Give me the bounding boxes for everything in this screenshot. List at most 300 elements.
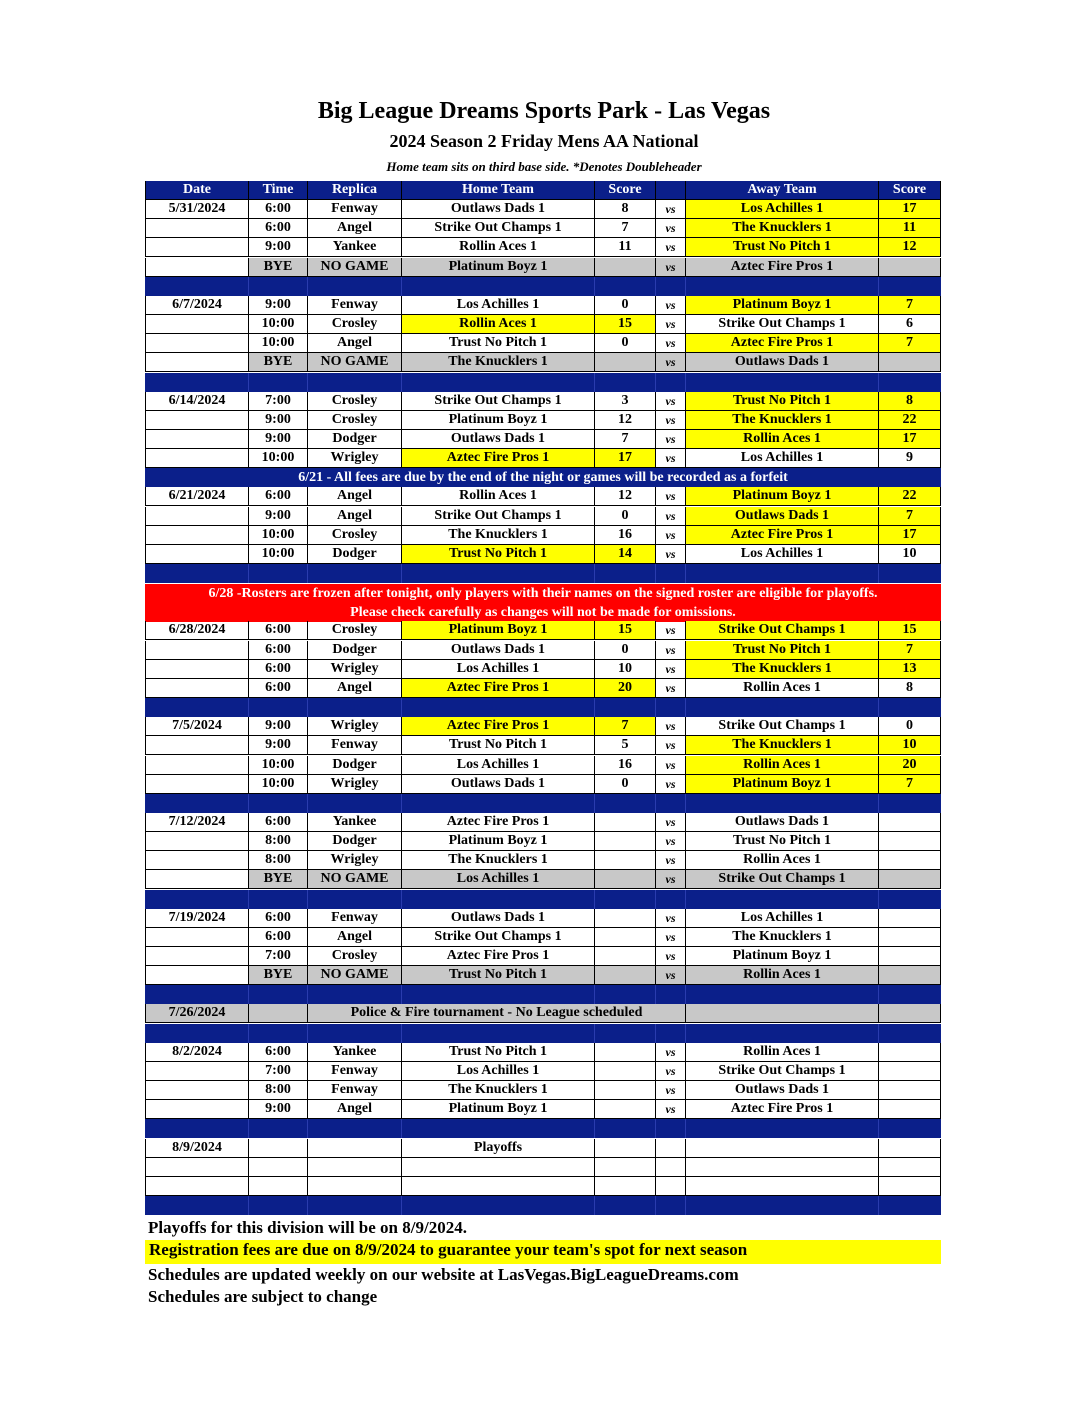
game-row <box>145 430 941 449</box>
empty-cell <box>145 1158 249 1177</box>
vs-label: vs <box>656 449 686 468</box>
away-score: 8 <box>879 679 941 698</box>
game-field: Crosley <box>308 411 402 430</box>
away-team: Los Achilles 1 <box>686 200 879 219</box>
home-score: 12 <box>595 487 656 506</box>
vs-label: vs <box>656 775 686 794</box>
empty-cell <box>595 1177 656 1196</box>
away-team: Strike Out Champs 1 <box>686 717 879 736</box>
away-team: Platinum Boyz 1 <box>686 775 879 794</box>
home-team: Aztec Fire Pros 1 <box>402 449 595 468</box>
bye-score <box>595 353 656 372</box>
empty-cell <box>595 1158 656 1177</box>
game-row <box>145 238 941 257</box>
game-time: 9:00 <box>249 1100 308 1119</box>
game-time: 6:00 <box>249 909 308 928</box>
game-date: 6/21/2024 <box>145 487 249 506</box>
roster-freeze-banner <box>145 584 941 622</box>
away-score: 22 <box>879 411 941 430</box>
home-team: Aztec Fire Pros 1 <box>402 813 595 832</box>
bye-score <box>879 353 941 372</box>
home-score: 15 <box>595 621 656 640</box>
away-team: Strike Out Champs 1 <box>686 315 879 334</box>
home-score: 16 <box>595 756 656 775</box>
game-field: Crosley <box>308 947 402 966</box>
game-time: 6:00 <box>249 928 308 947</box>
bye-team: Trust No Pitch 1 <box>402 966 595 985</box>
game-time: 10:00 <box>249 756 308 775</box>
playoffs-label: Playoffs <box>402 1139 595 1158</box>
game-row <box>145 679 941 698</box>
home-team: Rollin Aces 1 <box>402 315 595 334</box>
home-score: 17 <box>595 449 656 468</box>
vs-label: vs <box>656 736 686 755</box>
week-separator <box>145 1119 941 1138</box>
tournament-blank <box>879 1004 941 1023</box>
game-row <box>145 928 941 947</box>
home-team: The Knucklers 1 <box>402 1081 595 1100</box>
home-team: Trust No Pitch 1 <box>402 545 595 564</box>
game-time: 6:00 <box>249 621 308 640</box>
footer-playoffs-note: Playoffs for this division will be on 8/9/2024. <box>148 1218 467 1237</box>
roster-freeze-line-2: Please check carefully as changes will not be made for omissions. <box>350 605 736 621</box>
vs-label: vs <box>656 219 686 238</box>
away-score: 22 <box>879 487 941 506</box>
game-field: Angel <box>308 1100 402 1119</box>
no-game-label: NO GAME <box>308 870 402 889</box>
home-score <box>595 947 656 966</box>
game-row <box>145 449 941 468</box>
game-row <box>145 621 941 640</box>
bye-date <box>145 258 249 277</box>
away-score <box>879 1062 941 1081</box>
home-team: Platinum Boyz 1 <box>402 411 595 430</box>
away-team: Trust No Pitch 1 <box>686 832 879 851</box>
week-separator <box>145 277 941 296</box>
game-field: Crosley <box>308 526 402 545</box>
game-field: Angel <box>308 219 402 238</box>
game-field: Angel <box>308 507 402 526</box>
vs-label: vs <box>656 621 686 640</box>
away-score <box>879 928 941 947</box>
game-time: 7:00 <box>249 1062 308 1081</box>
playoffs-blank <box>686 1139 879 1158</box>
game-field: Yankee <box>308 238 402 257</box>
bye-team: Los Achilles 1 <box>402 870 595 889</box>
away-team: Outlaws Dads 1 <box>686 1081 879 1100</box>
week-separator <box>145 1196 941 1215</box>
game-row <box>145 1043 941 1062</box>
home-score <box>595 928 656 947</box>
game-field: Angel <box>308 334 402 353</box>
bye-row <box>145 870 941 889</box>
separator-divider <box>145 794 879 813</box>
game-time: 6:00 <box>249 813 308 832</box>
home-team: Los Achilles 1 <box>402 1062 595 1081</box>
separator-divider <box>145 890 879 909</box>
home-score: 0 <box>595 334 656 353</box>
column-header: Home Team <box>402 181 595 200</box>
empty-cell <box>686 1158 879 1177</box>
game-date: 8/2/2024 <box>145 1043 249 1062</box>
game-time: 10:00 <box>249 526 308 545</box>
game-field: Angel <box>308 928 402 947</box>
vs-label: vs <box>656 392 686 411</box>
footer-registration-note: Registration fees are due on 8/9/2024 to guarantee your team's spot for next season <box>145 1240 941 1264</box>
away-score: 6 <box>879 315 941 334</box>
bye-label: BYE <box>249 966 308 985</box>
game-time: 7:00 <box>249 392 308 411</box>
vs-label: vs <box>656 1062 686 1081</box>
game-time: 6:00 <box>249 219 308 238</box>
game-date <box>145 641 249 660</box>
away-team: Trust No Pitch 1 <box>686 392 879 411</box>
home-score <box>595 851 656 870</box>
vs-label: vs <box>656 315 686 334</box>
empty-cell <box>308 1177 402 1196</box>
empty-cell <box>249 1177 308 1196</box>
bye-score <box>595 966 656 985</box>
bye-score <box>595 258 656 277</box>
separator-divider <box>145 985 879 1004</box>
game-field: Yankee <box>308 813 402 832</box>
game-date: 7/5/2024 <box>145 717 249 736</box>
game-date <box>145 1062 249 1081</box>
no-game-label: NO GAME <box>308 258 402 277</box>
no-game-label: NO GAME <box>308 353 402 372</box>
fees-notice-banner: 6/21 - All fees are due by the end of the night or games will be recorded as a forfeit <box>145 468 941 487</box>
bye-label: BYE <box>249 353 308 372</box>
table-header-row <box>145 181 941 200</box>
game-time: 8:00 <box>249 832 308 851</box>
game-field: Angel <box>308 487 402 506</box>
empty-cell <box>686 1177 879 1196</box>
home-team: Outlaws Dads 1 <box>402 641 595 660</box>
game-date <box>145 775 249 794</box>
game-row <box>145 219 941 238</box>
bye-label: BYE <box>249 870 308 889</box>
vs-label: vs <box>656 487 686 506</box>
week-separator <box>145 985 941 1004</box>
vs-label: vs <box>656 717 686 736</box>
game-date <box>145 947 249 966</box>
column-header: Score <box>595 181 656 200</box>
away-team: The Knucklers 1 <box>686 411 879 430</box>
game-row <box>145 392 941 411</box>
vs-label: vs <box>656 909 686 928</box>
game-date <box>145 1100 249 1119</box>
game-time: 9:00 <box>249 736 308 755</box>
vs-label: vs <box>656 756 686 775</box>
away-team: The Knucklers 1 <box>686 928 879 947</box>
away-score: 10 <box>879 545 941 564</box>
game-time: 10:00 <box>249 334 308 353</box>
empty-cell <box>402 1158 595 1177</box>
game-row <box>145 775 941 794</box>
away-score <box>879 832 941 851</box>
game-date: 7/19/2024 <box>145 909 249 928</box>
home-team: The Knucklers 1 <box>402 851 595 870</box>
tournament-notice: Police & Fire tournament - No League scheduled <box>308 1004 686 1023</box>
game-date <box>145 334 249 353</box>
bye-date <box>145 870 249 889</box>
column-header: Time <box>249 181 308 200</box>
home-score <box>595 1100 656 1119</box>
home-score <box>595 1043 656 1062</box>
game-date: 6/14/2024 <box>145 392 249 411</box>
game-field: Crosley <box>308 315 402 334</box>
bye-score <box>879 870 941 889</box>
playoffs-blank <box>656 1139 686 1158</box>
game-date <box>145 851 249 870</box>
game-time: 7:00 <box>249 947 308 966</box>
playoffs-row <box>145 1139 941 1158</box>
away-team: Los Achilles 1 <box>686 545 879 564</box>
game-row <box>145 526 941 545</box>
away-team: Los Achilles 1 <box>686 909 879 928</box>
game-time: 9:00 <box>249 238 308 257</box>
empty-cell <box>249 1158 308 1177</box>
separator-divider <box>145 698 879 717</box>
home-score: 0 <box>595 296 656 315</box>
home-score: 0 <box>595 507 656 526</box>
away-team: The Knucklers 1 <box>686 736 879 755</box>
away-team: Rollin Aces 1 <box>686 756 879 775</box>
separator-divider <box>145 277 879 296</box>
home-score: 7 <box>595 219 656 238</box>
vs-label: vs <box>656 870 686 889</box>
vs-label: vs <box>656 679 686 698</box>
away-score <box>879 1100 941 1119</box>
game-date <box>145 238 249 257</box>
away-team: Aztec Fire Pros 1 <box>686 526 879 545</box>
game-date <box>145 832 249 851</box>
away-team: Strike Out Champs 1 <box>686 621 879 640</box>
home-team: Outlaws Dads 1 <box>402 430 595 449</box>
away-score <box>879 851 941 870</box>
game-date <box>145 660 249 679</box>
game-time: 9:00 <box>249 717 308 736</box>
game-date <box>145 545 249 564</box>
vs-label: vs <box>656 238 686 257</box>
away-team: Trust No Pitch 1 <box>686 641 879 660</box>
home-team: Los Achilles 1 <box>402 756 595 775</box>
vs-label: vs <box>656 526 686 545</box>
game-time: 10:00 <box>249 315 308 334</box>
game-row <box>145 736 941 755</box>
column-header: Replica <box>308 181 402 200</box>
game-field: Dodger <box>308 756 402 775</box>
week-separator <box>145 1024 941 1043</box>
game-field: Crosley <box>308 621 402 640</box>
game-time: 9:00 <box>249 411 308 430</box>
empty-cell <box>879 1158 941 1177</box>
home-score: 12 <box>595 411 656 430</box>
game-row <box>145 315 941 334</box>
away-team: Aztec Fire Pros 1 <box>686 334 879 353</box>
away-score: 13 <box>879 660 941 679</box>
vs-label: vs <box>656 660 686 679</box>
bye-score <box>595 870 656 889</box>
vs-label: vs <box>656 1100 686 1119</box>
game-date: 6/7/2024 <box>145 296 249 315</box>
home-team: Platinum Boyz 1 <box>402 621 595 640</box>
home-team: Rollin Aces 1 <box>402 238 595 257</box>
playoffs-blank <box>249 1139 308 1158</box>
bye-label: BYE <box>249 258 308 277</box>
home-score: 15 <box>595 315 656 334</box>
vs-label: vs <box>656 430 686 449</box>
game-field: Fenway <box>308 736 402 755</box>
game-field: Fenway <box>308 1081 402 1100</box>
game-date <box>145 928 249 947</box>
column-header: Away Team <box>686 181 879 200</box>
vs-label: vs <box>656 832 686 851</box>
away-score: 17 <box>879 526 941 545</box>
game-row <box>145 545 941 564</box>
vs-label: vs <box>656 851 686 870</box>
bye-team: The Knucklers 1 <box>402 353 595 372</box>
away-score: 7 <box>879 775 941 794</box>
empty-cell <box>402 1177 595 1196</box>
game-row <box>145 909 941 928</box>
tournament-row <box>145 1004 941 1023</box>
home-score: 5 <box>595 736 656 755</box>
game-row <box>145 832 941 851</box>
game-time: 10:00 <box>249 775 308 794</box>
bye-team: Aztec Fire Pros 1 <box>686 258 879 277</box>
home-score: 8 <box>595 200 656 219</box>
bye-team: Platinum Boyz 1 <box>402 258 595 277</box>
game-row <box>145 507 941 526</box>
game-time: 6:00 <box>249 200 308 219</box>
separator-divider <box>145 1024 879 1043</box>
home-score: 11 <box>595 238 656 257</box>
week-separator <box>145 373 941 392</box>
away-score <box>879 813 941 832</box>
away-team: Platinum Boyz 1 <box>686 487 879 506</box>
vs-label: vs <box>656 928 686 947</box>
game-date <box>145 679 249 698</box>
game-row <box>145 717 941 736</box>
home-team: Rollin Aces 1 <box>402 487 595 506</box>
home-team: Outlaws Dads 1 <box>402 909 595 928</box>
game-field: Fenway <box>308 200 402 219</box>
game-date <box>145 1081 249 1100</box>
away-team: The Knucklers 1 <box>686 660 879 679</box>
away-score: 17 <box>879 430 941 449</box>
home-score <box>595 813 656 832</box>
game-field: Dodger <box>308 430 402 449</box>
away-team: Rollin Aces 1 <box>686 851 879 870</box>
vs-label: vs <box>656 258 686 277</box>
away-team: Platinum Boyz 1 <box>686 947 879 966</box>
game-time: 6:00 <box>249 487 308 506</box>
playoffs-date: 8/9/2024 <box>145 1139 249 1158</box>
vs-label: vs <box>656 200 686 219</box>
home-team: Outlaws Dads 1 <box>402 775 595 794</box>
game-field: Dodger <box>308 832 402 851</box>
away-team: Outlaws Dads 1 <box>686 813 879 832</box>
away-score: 20 <box>879 756 941 775</box>
away-score: 17 <box>879 200 941 219</box>
game-time: 9:00 <box>249 430 308 449</box>
playoffs-blank <box>308 1139 402 1158</box>
home-team: Los Achilles 1 <box>402 660 595 679</box>
game-row <box>145 660 941 679</box>
vs-label: vs <box>656 1043 686 1062</box>
game-date <box>145 430 249 449</box>
bye-team: Outlaws Dads 1 <box>686 353 879 372</box>
home-team: Los Achilles 1 <box>402 296 595 315</box>
column-header: Date <box>145 181 249 200</box>
away-team: Outlaws Dads 1 <box>686 507 879 526</box>
away-team: The Knucklers 1 <box>686 219 879 238</box>
away-score <box>879 947 941 966</box>
home-score <box>595 909 656 928</box>
home-score <box>595 1081 656 1100</box>
game-row <box>145 200 941 219</box>
vs-label: vs <box>656 411 686 430</box>
game-date: 6/28/2024 <box>145 621 249 640</box>
home-team: Strike Out Champs 1 <box>402 507 595 526</box>
vs-label: vs <box>656 966 686 985</box>
empty-cell <box>145 1177 249 1196</box>
home-team: Strike Out Champs 1 <box>402 392 595 411</box>
home-team: Aztec Fire Pros 1 <box>402 717 595 736</box>
home-score <box>595 832 656 851</box>
game-field: Fenway <box>308 909 402 928</box>
game-field: Dodger <box>308 641 402 660</box>
vs-label: vs <box>656 334 686 353</box>
game-field: Yankee <box>308 1043 402 1062</box>
vs-label: vs <box>656 813 686 832</box>
home-team: Strike Out Champs 1 <box>402 219 595 238</box>
away-score: 15 <box>879 621 941 640</box>
game-field: Wrigley <box>308 775 402 794</box>
tournament-date: 7/26/2024 <box>145 1004 249 1023</box>
game-date <box>145 756 249 775</box>
home-score: 10 <box>595 660 656 679</box>
away-team: Aztec Fire Pros 1 <box>686 1100 879 1119</box>
empty-cell <box>656 1158 686 1177</box>
game-time: 9:00 <box>249 507 308 526</box>
week-separator <box>145 890 941 909</box>
game-row <box>145 1062 941 1081</box>
game-date <box>145 411 249 430</box>
game-date: 7/12/2024 <box>145 813 249 832</box>
away-score: 10 <box>879 736 941 755</box>
separator-divider <box>145 373 879 392</box>
no-game-label: NO GAME <box>308 966 402 985</box>
game-row <box>145 1081 941 1100</box>
game-time: 6:00 <box>249 679 308 698</box>
vs-label: vs <box>656 641 686 660</box>
week-separator <box>145 564 941 583</box>
home-score: 20 <box>595 679 656 698</box>
away-team: Rollin Aces 1 <box>686 430 879 449</box>
separator-divider <box>145 1119 879 1138</box>
game-row <box>145 411 941 430</box>
game-time: 6:00 <box>249 641 308 660</box>
roster-freeze-line-1: 6/28 -Rosters are frozen after tonight, only players with their names on the signed roster are eligible for playoffs. <box>208 586 878 602</box>
page-subtitle: 2024 Season 2 Friday Mens AA National <box>389 131 699 151</box>
home-score: 3 <box>595 392 656 411</box>
game-field: Wrigley <box>308 851 402 870</box>
away-team: Rollin Aces 1 <box>686 679 879 698</box>
home-score <box>595 1062 656 1081</box>
away-score: 7 <box>879 334 941 353</box>
